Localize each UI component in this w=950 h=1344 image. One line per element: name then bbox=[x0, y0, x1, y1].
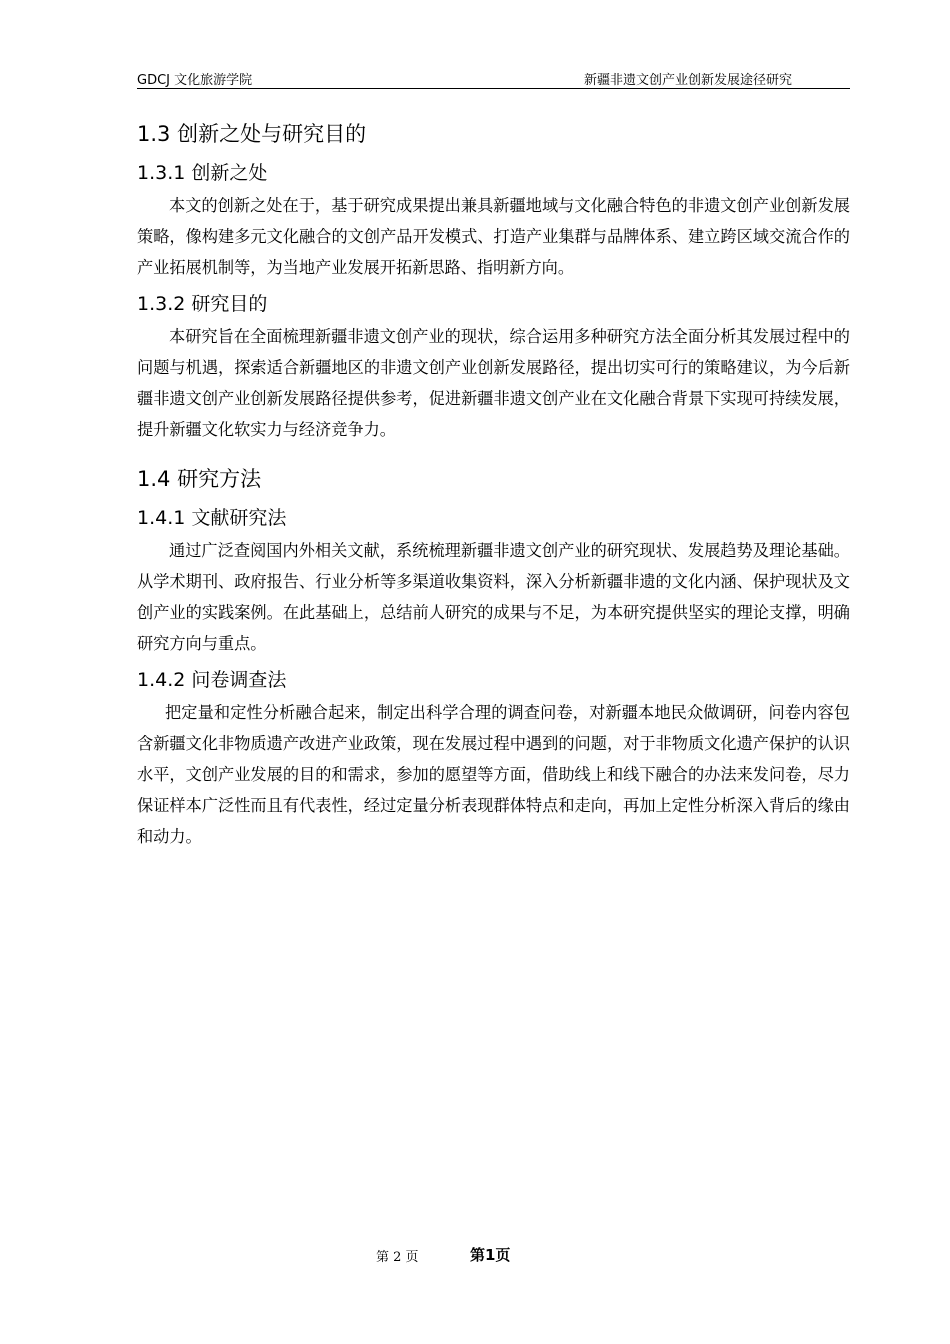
footer-page-number-bold: 第1页 bbox=[470, 1246, 511, 1264]
section-1-4-1-paragraph: 通过广泛查阅国内外相关文献，系统梳理新疆非遗文创产业的研究现状、发展趋势及理论基础。从学术期刊、政府报告、行业分析等多渠道收集资料，深入分析新疆非遗的文化内涵、保护现状及文创产业的实践案例。在此基础上，总结前人研究的成果与不足，为本研究提供坚实的理论支撑，明确研究方向与重点。 bbox=[137, 541, 850, 653]
section-1-4-1-heading: 1.4.1 文献研究法 bbox=[137, 507, 287, 529]
section-1-4-2-heading: 1.4.2 问卷调查法 bbox=[137, 669, 287, 691]
section-1-4-heading: 1.4 研究方法 bbox=[137, 467, 262, 491]
header-left-institution: GDCJ 文化旅游学院 bbox=[137, 73, 253, 88]
section-1-3-heading: 1.3 创新之处与研究目的 bbox=[137, 122, 367, 146]
section-1-3-2-heading: 1.3.2 研究目的 bbox=[137, 293, 268, 315]
page-content bbox=[137, 112, 850, 858]
page-footer bbox=[0, 1246, 950, 1270]
section-1-3-1-heading: 1.3.1 创新之处 bbox=[137, 162, 268, 184]
header-right-title: 新疆非遗文创产业创新发展途径研究 bbox=[583, 73, 792, 88]
section-1-4-2-paragraph: 把定量和定性分析融合起来，制定出科学合理的调查问卷，对新疆本地民众做调研，问卷内容包含新疆文化非物质遗产改进产业政策，现在发展过程中遇到的问题，对于非物质文化遗产保护的认识水平，文创产业发展的目的和需求，参加的愿望等方面，借助线上和线下融合的办法来发问卷，尽力保证样本广泛性而且有代表性，经过定量分析表现群体特点和走向，再加上定性分析深入背后的缘由和动力。 bbox=[137, 703, 850, 846]
page-header bbox=[137, 68, 850, 89]
section-1-3-1-paragraph: 本文的创新之处在于，基于研究成果提出兼具新疆地域与文化融合特色的非遗文创产业创新发展策略，像构建多元文化融合的文创产品开发模式、打造产业集群与品牌体系、建立跨区域交流合作的产业拓展机制等，为当地产业发展开拓新思路、指明新方向。 bbox=[137, 196, 850, 277]
footer-page-number: 第 2 页 bbox=[376, 1250, 419, 1265]
section-1-3-2-paragraph: 本研究旨在全面梳理新疆非遗文创产业的现状，综合运用多种研究方法全面分析其发展过程中的问题与机遇，探索适合新疆地区的非遗文创产业创新发展路径，提出切实可行的策略建议，为今后新疆非遗文创产业创新发展路径提供参考，促进新疆非遗文创产业在文化融合背景下实现可持续发展，提升新疆文化软实力与经济竞争力。 bbox=[137, 327, 850, 439]
